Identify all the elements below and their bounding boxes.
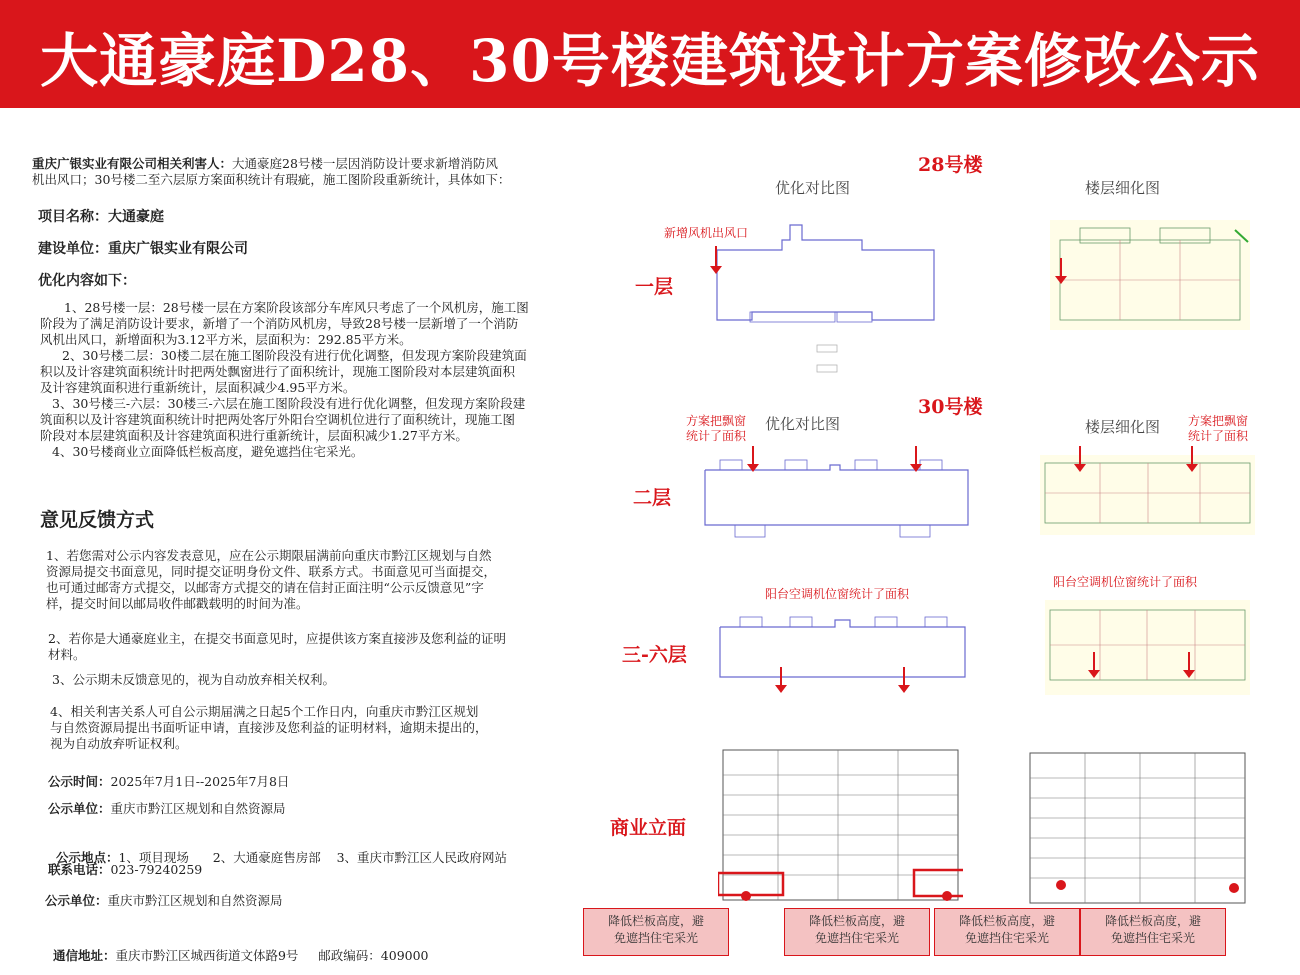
building-30-label: 30号楼 [918,396,983,418]
item-line: 阶段为了满足消防设计要求，新增了一个消防风机房，导致28号楼一层新增了一个消防 [40,316,519,331]
arrow-marker [1188,652,1190,672]
callout-lower-parapet-1 [583,908,729,956]
feedback-line: 样，提交时间以邮局收件邮戳载明的时间为准。 [46,596,309,611]
compare-title-2: 优化对比图 [765,415,841,433]
feedback-p4 [50,704,590,752]
arrow-marker [915,446,917,466]
info-value: 重庆市黔江区规划和自然资源局 [110,801,286,816]
info-label: 联系电话： [48,862,111,877]
info-unit-2 [45,893,283,909]
arrow-marker [780,667,782,687]
note-ac-right: 阳台空调机位窗统计了面积 [1053,575,1198,589]
floor-label-4: 商业立面 [610,817,687,839]
info-label: 公示地点： [55,850,119,865]
item-line: 风机出风口，新增面积为3.12平方米，层面积为：292.85平方米。 [40,332,412,347]
note-line: 统计了面积 [1188,429,1249,443]
item-line: 阶段对本层建筑面积及计容建筑面积进行重新统计，层面积减少1.27平方米。 [40,428,468,443]
feedback-p2 [48,631,588,663]
marker-dot [1229,883,1239,893]
optimization-items [40,300,605,460]
info-value: 2025年7月1日--2025年7月8日 [110,774,290,789]
plan-30-floor3-6-detail [1045,600,1250,695]
info-label: 公示时间： [48,774,111,789]
plan-30-floor2-detail [1040,455,1255,535]
info-address [45,932,429,964]
note-fan-outlet: 新增风机出风口 [664,226,749,240]
info-unit [48,801,286,817]
info-value: 重庆市黔江区城西街道文体路9号 邮政编码：409000 [115,948,429,963]
intro-text-1: 大通豪庭28号楼一层因消防设计要求新增消防风 [232,156,498,171]
callout-lower-parapet-4 [1080,908,1226,956]
plan-28-floor1-detail [1050,220,1250,330]
feedback-title: 意见反馈方式 [40,509,155,531]
arrow-marker [752,446,754,466]
construction-unit: 建设单位：重庆广银实业有限公司 [38,241,248,257]
note-line: 方案把飘窗 [1188,414,1249,428]
info-value: 重庆市黔江区规划和自然资源局 [107,893,283,908]
arrow-marker [1093,652,1095,672]
callout-line: 降低栏板高度，避 [1104,914,1201,928]
note-line: 方案把飘窗 [686,414,747,428]
feedback-line: 与自然资源局提出书面听证申请，直接涉及您利益的证明材料，逾期未提出的， [50,720,488,735]
page-title: 大通豪庭D28、30号楼建筑设计方案修改公示 [40,27,1260,95]
plan-30-floor2-compare [700,455,975,555]
elevation-left [718,745,963,905]
info-time [48,774,289,790]
building-28-label: 28号楼 [918,154,983,176]
info-value: 1、项目现场 2、大通豪庭售房部 3、重庆市黔江区人民政府网站 [118,850,508,865]
feedback-line: 视为自动放弃听证权利。 [50,736,188,751]
floor-label-3: 三-六层 [622,644,687,666]
item-line: 2、30号楼二层：30楼二层在施工图阶段没有进行优化调整，但发现方案阶段建筑面 [62,348,527,363]
feedback-line: 1、若您需对公示内容发表意见，应在公示期限届满前向重庆市黔江区规划与自然 [46,548,492,563]
callout-line: 免遮挡住宅采光 [814,931,899,945]
callout-line: 降低栏板高度，避 [808,914,905,928]
arrow-marker [903,667,905,687]
feedback-line: 3、公示期未反馈意见的，视为自动放弃相关权利。 [52,672,335,687]
note-bay-window-right [1188,414,1248,444]
feedback-p3 [52,672,592,688]
arrow-marker [715,246,717,268]
callout-lower-parapet-2 [784,908,930,956]
intro-lead: 重庆广银实业有限公司相关利害人： [32,156,233,171]
marker-dot [1056,880,1066,890]
callout-line: 免遮挡住宅采光 [964,931,1049,945]
info-label: 通信地址： [52,948,116,963]
intro-text-2: 机出风口；30号楼二至六层原方案面积统计有瑕疵，施工图阶段重新统计，具体如下： [32,172,511,187]
feedback-line: 资源局提交书面意见，同时提交证明身份文件、联系方式。书面意见可当面提交， [46,564,497,579]
feedback-p1 [46,548,586,612]
marker-dot [942,891,952,901]
callout-line: 免遮挡住宅采光 [613,931,698,945]
item-line: 3、30号楼三-六层：30楼三-六层在施工图阶段没有进行优化调整，但发现方案阶段建 [52,396,526,411]
note-ac-left: 阳台空调机位窗统计了面积 [765,587,910,601]
feedback-line: 2、若你是大通豪庭业主，在提交书面意见时，应提供该方案直接涉及您利益的证明 [48,631,506,646]
note-bay-window-left [686,414,746,444]
item-line: 1、28号楼一层：28号楼一层在方案阶段该部分车库风只考虑了一个风机房，施工图 [64,300,529,315]
feedback-line: 4、相关利害关系人可自公示期届满之日起5个工作日内，向重庆市黔江区规划 [50,704,479,719]
floor-label-2: 二层 [633,487,672,509]
item-line: 4、30号楼商业立面降低栏板高度，避免遮挡住宅采光。 [52,444,364,459]
item-line: 及计容建筑面积进行重新统计，层面积减少4.95平方米。 [40,380,356,395]
callout-line: 降低栏板高度，避 [958,914,1055,928]
info-value: 023-79240259 [110,862,203,877]
arrow-marker [1079,446,1081,466]
callout-lower-parapet-3 [934,908,1080,956]
title-banner [0,0,1300,108]
callout-line: 降低栏板高度，避 [607,914,704,928]
item-line: 积以及计容建筑面积统计时把两处飘窗进行了面积统计，现施工图阶段对本层建筑面积 [40,364,516,379]
note-line: 统计了面积 [686,429,747,443]
callout-line: 免遮挡住宅采光 [1110,931,1195,945]
arrow-marker [1060,258,1062,278]
compare-title-1: 优化对比图 [775,179,851,197]
optimization-title: 优化内容如下： [38,273,136,289]
arrow-marker [1191,446,1193,466]
plan-30-floor3-6-compare [715,612,975,692]
detail-title-2: 楼层细化图 [1085,418,1161,436]
feedback-line: 材料。 [48,647,86,662]
feedback-line: 也可通过邮寄方式提交，以邮寄方式提交的请在信封正面注明“公示反馈意见”字 [46,580,484,595]
info-label: 公示单位： [45,893,108,908]
info-label: 公示单位： [48,801,111,816]
plan-28-floor1-compare [712,220,942,380]
project-name: 项目名称：大通豪庭 [38,209,164,225]
info-phone [48,862,202,878]
marker-dot [741,891,751,901]
detail-title-1: 楼层细化图 [1085,179,1161,197]
floor-label-1: 一层 [635,276,674,298]
item-line: 筑面积以及计容建筑面积统计时把两处客厅外阳台空调机位进行了面积统计，现施工图 [40,412,516,427]
intro-paragraph [32,156,602,188]
